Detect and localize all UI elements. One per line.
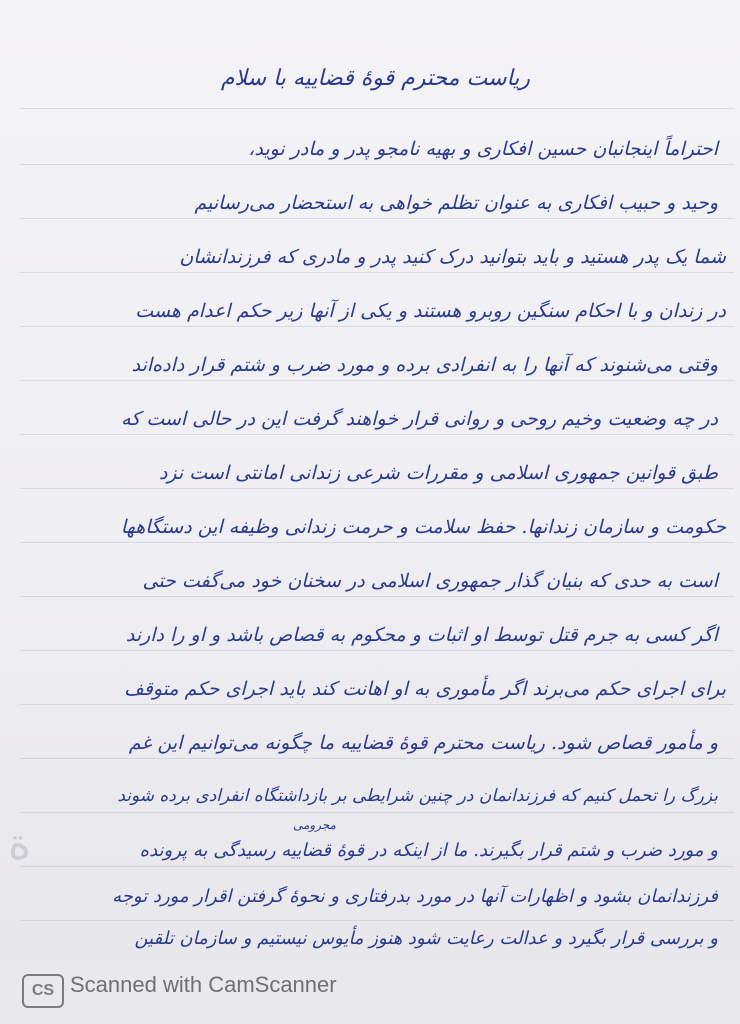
watermark-stamp: ة (8, 819, 32, 870)
ruled-line (20, 488, 734, 489)
letter-line: طبق قوانین جمهوری اسلامی و مقررات شرعی زندانی امانتی است نزد (158, 462, 718, 484)
ruled-line (20, 542, 734, 543)
ruled-line (20, 164, 734, 165)
letter-line: وحید و حبیب افکاری به عنوان تظلم خواهی به استحضار می‌رسانیم (194, 192, 718, 214)
letter-line: برای اجرای حکم می‌برند اگر مأموری به او اهانت کند باید اجرای حکم متوقف (124, 678, 726, 700)
ruled-line (20, 108, 734, 109)
letter-line: است به حدی که بنیان گذار جمهوری اسلامی در سخنان خود می‌گفت حتی (142, 570, 718, 592)
ruled-line (20, 650, 734, 651)
letter-line: احتراماً اینجانبان حسین افکاری و بهیه نامجو پدر و مادر نوید، (248, 138, 718, 160)
ruled-line (20, 434, 734, 435)
ruled-line (20, 218, 734, 219)
letter-line: و مورد ضرب و شتم قرار بگیرند. ما از اینکه در قوهٔ قضاییه رسیدگی به پرونده (139, 840, 718, 861)
scanner-watermark-text: Scanned with CamScanner (70, 972, 337, 997)
letter-line: شما یک پدر هستید و باید بتوانید درک کنید پدر و مادری که فرزندانشان (179, 246, 726, 268)
ruled-line (20, 812, 734, 813)
ruled-line (20, 380, 734, 381)
ruled-line (20, 272, 734, 273)
ruled-line (20, 596, 734, 597)
letter-line: در چه وضعیت وخیم روحی و روانی قرار خواهند گرفت این در حالی است که (121, 408, 718, 430)
ruled-line (20, 920, 734, 921)
ruled-line (20, 326, 734, 327)
camscanner-logo-icon: CS (22, 974, 64, 1008)
letter-line: در زندان و با احکام سنگین روبرو هستند و یکی از آنها زیر حکم اعدام هست (135, 300, 726, 322)
letter-line: فرزندانمان بشود و اظهارات آنها در مورد بدرفتاری و نحوهٔ گرفتن اقرار مورد توجه (112, 886, 718, 907)
letter-line: اگر کسی به جرم قتل توسط او اثبات و محکوم به قصاص باشد و او را دارند (125, 624, 718, 646)
letter-line: وقتی می‌شنوند که آنها را به انفرادی برده و مورد ضرب و شتم قرار داده‌اند (131, 354, 718, 376)
ruled-line (20, 866, 734, 867)
letter-salutation: ریاست محترم قوهٔ قضاییه با سلام (220, 66, 530, 91)
ruled-line (20, 704, 734, 705)
letter-line: حکومت و سازمان زندانها. حفظ سلامت و حرمت زندانی وظیفه این دستگاهها (120, 516, 726, 538)
letter-line: و مأمور قصاص شود. ریاست محترم قوهٔ قضاییه ما چگونه می‌توانیم این غم (128, 732, 718, 754)
margin-note: مجرومی (292, 818, 336, 832)
letter-line: بزرگ را تحمل کنیم که فرزندانمان در چنین شرایطی بر بازداشتگاه انفرادی برده شوند (117, 786, 718, 806)
ruled-line (20, 758, 734, 759)
letter-line: و بررسی قرار بگیرد و عدالت رعایت شود هنوز مأیوس نیستیم و سازمان تلقین (134, 928, 718, 949)
